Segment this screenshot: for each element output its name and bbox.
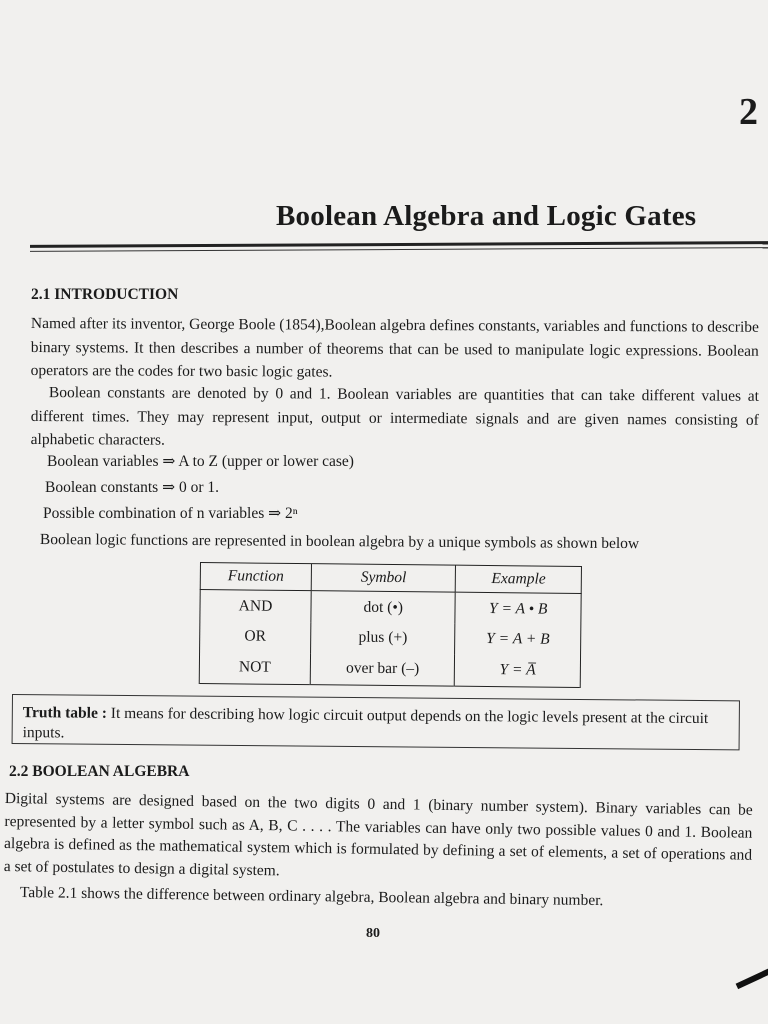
table-header-cell: Example [456, 565, 582, 593]
table-cell: plus (+) [311, 622, 456, 654]
symbol-table [199, 562, 582, 688]
truth-table-term: Truth table : [22, 704, 108, 722]
table-row [199, 652, 580, 688]
table-cell: dot (•) [311, 591, 456, 624]
constants-paragraph: Boolean constants are denoted by 0 and 1. Boolean variables are quantities that can take different values at different times. They may represent input, output or intermediate signals and are given names consisting of alphabetic characters. [30, 384, 759, 449]
page-number: 80 [366, 926, 380, 941]
table-cell: Y = A • B [455, 592, 581, 625]
table-cell: over bar (–) [310, 653, 455, 686]
truth-table-text: It means for describing how logic circuit output depends on the logic levels present at the circuit inputs. [22, 704, 709, 742]
introduction-paragraph: Named after its inventor, George Boole (1854),Boolean algebra defines constants, variables and functions to describe binary systems. It then describes a number of theorems that can be used to manipulate logic expressions. Boolean operators are the codes for two basic logic gates. [30, 314, 759, 381]
table-reference-line: Table 2.1 shows the difference between ordinary algebra, Boolean algebra and binary number. [19, 884, 604, 910]
boolean-constants-line: Boolean constants ⇒ 0 or 1. [45, 479, 219, 496]
table-cell: NOT [199, 652, 310, 685]
table-cell: Y = A + B [455, 624, 581, 656]
table-row [200, 590, 581, 625]
table-header-cell: Function [200, 563, 311, 591]
table-cell: OR [200, 621, 311, 653]
combination-line: Possible combination of n variables ⇒ 2ⁿ [43, 505, 298, 522]
boolean-variables-line: Boolean variables ⇒ A to Z (upper or lower case) [47, 453, 354, 470]
table-cell: AND [200, 590, 311, 623]
boolean-algebra-paragraph: Digital systems are designed based on the two digits 0 and 1 (binary number system). Binary variables can be represented by a letter symbol such as A, B, C . . . . The variables can have only two possible values 0 and 1. Boolean algebra is defined as the mathematical system which is formulated by defining a set of elements, a set of operations and a set of postulates to design a digital system. [3, 789, 753, 879]
chapter-number: 2 [739, 91, 758, 133]
section-heading-boolean-algebra: 2.2 BOOLEAN ALGEBRA [9, 763, 190, 780]
table-header-row [200, 563, 581, 594]
table-header-cell: Symbol [311, 564, 456, 593]
table-cell: Y = A̅ [455, 655, 581, 688]
table-row [200, 621, 581, 656]
section-heading-introduction: 2.1 INTRODUCTION [31, 286, 179, 303]
truth-table-note [12, 694, 740, 750]
functions-line: Boolean logic functions are represented in boolean algebra by a unique symbols as shown below [39, 531, 640, 553]
chapter-title: Boolean Algebra and Logic Gates [276, 200, 697, 232]
title-rule-thin [30, 247, 768, 252]
page-corner-mark [736, 967, 768, 989]
